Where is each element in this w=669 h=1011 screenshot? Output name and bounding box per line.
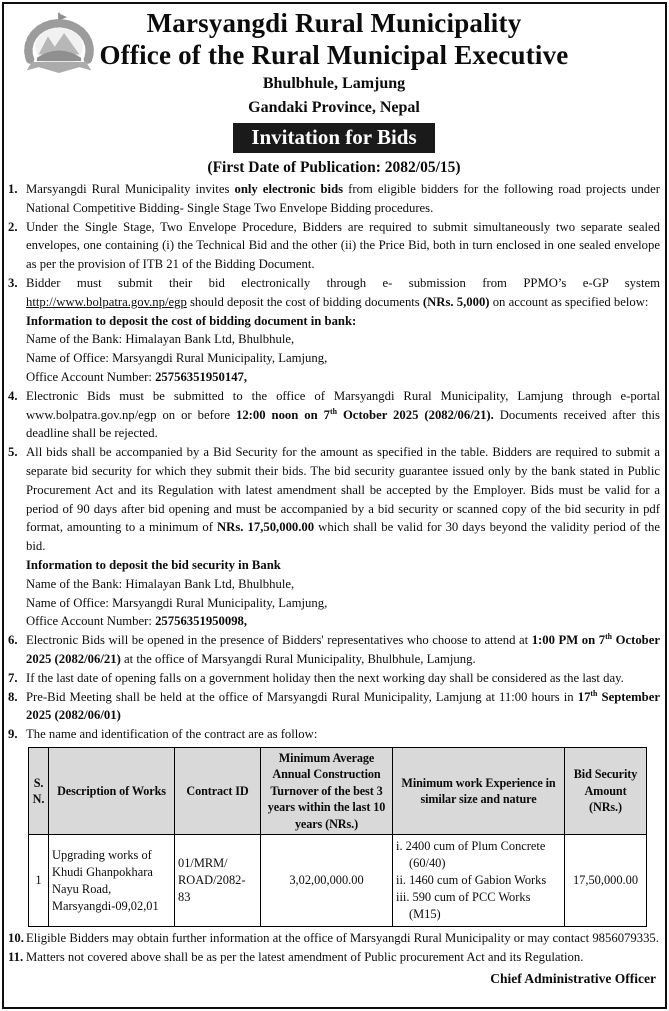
col-header-description: Description of Works (49, 747, 175, 835)
bid-item-6 (8, 631, 660, 669)
text-segment: Electronic Bids must be submitted to the office of Marsyangdi Rural Municipality, Lamjung through e-portal www.bolpatra.gov.np/egp on or before (26, 388, 660, 422)
bank-info-block (26, 556, 660, 631)
cell-line: ROAD/2082-83 (178, 873, 246, 905)
cell-contract-id (175, 835, 261, 927)
item-text (26, 669, 660, 688)
text-segment: Eligible Bidders may obtain further information at the office of Marsyangdi Rural Municipality or may contact 9856079335. (26, 931, 659, 946)
text-segment: Bidder must submit their bid electronically through e- submission from PPMO’s e-GP system (26, 275, 660, 290)
text-segment: October 2025 (2082/06/21) (26, 633, 660, 666)
bid-item-4 (8, 387, 660, 443)
text-segment: The name and identification of the contract are as follow: (26, 727, 318, 742)
item-text (26, 688, 660, 726)
invitation-banner: Invitation for Bids (233, 123, 434, 153)
cell-line: i. 2400 cum of Plum Concrete (60/40) (396, 839, 546, 871)
item-text (26, 387, 660, 443)
bank-info-line (26, 612, 660, 631)
cell-description: Upgrading works of Khudi Ghanpokhara Nayu Road, Marsyangdi-09,02,01 (49, 835, 175, 927)
signatory: Chief Administrative Officer (490, 971, 656, 986)
conditions-list (8, 180, 660, 967)
text-segment: on account as specified below: (489, 294, 649, 309)
bank-info-line (26, 575, 660, 594)
col-header-sn: S. N. (29, 747, 49, 835)
text-segment: th (329, 406, 337, 416)
table-row (29, 835, 647, 927)
text-segment: 25756351950147, (155, 369, 248, 384)
text-segment: th (590, 688, 598, 698)
contracts-table (28, 747, 647, 928)
bid-item-11 (8, 948, 660, 967)
bid-item-7 (8, 669, 660, 688)
bank-info-line (26, 594, 660, 613)
bank-info-line (26, 330, 660, 349)
bid-item-2 (8, 218, 660, 274)
bid-item-1 (8, 180, 660, 218)
cell-bid-security: 17,50,000.00 (565, 835, 647, 927)
item-number: 11. (8, 950, 24, 965)
bid-item-10 (8, 929, 660, 948)
text-segment: which shall be valid for 30 days beyond the validity period of the bid. (26, 520, 660, 554)
text-segment: at the office of Marsyangdi Rural Municipality, Bhulbhule, Lamjung. (120, 651, 476, 666)
text-segment: 17 (577, 689, 591, 704)
item-number: 3. (8, 275, 18, 290)
nepal-emblem-icon (16, 11, 102, 79)
cell-line: ii. 1460 cum of Gabion Works (396, 873, 547, 888)
item-number: 1. (8, 182, 18, 196)
text-segment: Pre-Bid Meeting shall be held at the office of Marsyangdi Rural Municipality, Lamjung at 11:00 hours in (26, 689, 578, 704)
text-segment: 1:00 PM on 7 (531, 633, 606, 648)
item-text (26, 948, 660, 967)
document-page (2, 2, 667, 1009)
text-segment: Under the Single Stage, Two Envelope Procedure, Bidders are required to submit simultaneously two separate sealed envelopes, one containing (i) the Technical Bid and the other (ii) the Price Bid, both in turn enclosed in one sealed envelope as per the provision of ITB 21 of the Bidding Document. (26, 219, 660, 272)
bank-info-line (26, 349, 660, 368)
bid-item-8 (8, 688, 660, 726)
document-header (8, 7, 660, 179)
text-segment: should deposit the cost of bidding documents (186, 294, 423, 309)
text-segment: Name of Office: Marsyangdi Rural Municipality, Lamjung, (26, 351, 328, 366)
item-text (26, 218, 660, 274)
item-text (26, 443, 660, 556)
text-segment: Office Account Number: (26, 614, 156, 629)
text-segment: only electronic bids (234, 182, 344, 196)
bank-info-line (26, 556, 660, 575)
bid-item-5 (8, 443, 660, 631)
publication-date-line: (First Date of Publication: 2082/05/15) (207, 159, 461, 176)
text-segment: from eligible bidders for the following road projects under National Competitive Bidding- Single Stage Two Envelope Bidding procedures. (26, 182, 660, 215)
cell-line: 01/MRM/ (178, 856, 228, 871)
item-text (26, 631, 660, 669)
text-segment: NRs. 17,50,000.00 (217, 520, 315, 535)
item-number: 10. (8, 931, 24, 946)
cell-sn: 1 (29, 835, 49, 927)
text-segment: Information to deposit the bid security in Bank (26, 557, 281, 572)
item-text (26, 725, 660, 744)
item-text (26, 274, 660, 312)
item-number: 4. (8, 388, 18, 403)
bid-item-3 (8, 274, 660, 387)
item-number: 5. (8, 445, 18, 460)
text-segment: Matters not covered above shall be as per the latest amendment of Public procurement Act and its Regulation. (26, 950, 584, 965)
item-number: 2. (8, 219, 18, 234)
item-number: 7. (8, 670, 18, 685)
text-segment: September 2025 (2082/06/01) (26, 689, 660, 723)
text-segment: Name of Office: Marsyangdi Rural Municipality, Lamjung, (26, 595, 328, 610)
text-segment: October 2025 (2082/06/21). (336, 407, 494, 422)
text-segment: th (605, 631, 613, 641)
hyperlink-text: http://www.bolpatra.gov.np/egp (26, 294, 187, 309)
item-number: 8. (8, 689, 18, 704)
province-line: Gandaki Province, Nepal (248, 99, 420, 116)
text-segment: Marsyangdi Rural Municipality invites (26, 182, 235, 196)
table-header-row (29, 747, 647, 835)
office-title: Office of the Rural Municipal Executive (99, 40, 569, 70)
text-segment: All bids shall be accompanied by a Bid Security for the amount as specified in the table. Bidders are required to submit a separate bid security for which they submit their bids. The bid security guarantee issued only by the bank stated in Public Procurement Act and its Regulation with latest amendment shall be accepted by the Employer. Bids must be valid for a period of 90 days after bid opening and must be accompanied by a bid security or scanned copy of the bid security in pdf format, amounting to a minimum of (26, 445, 660, 535)
text-segment: Electronic Bids will be opened in the presence of Bidders' representatives who choose to attend at (26, 633, 532, 648)
text-segment: Documents received after this deadline shall be rejected. (26, 407, 660, 441)
text-segment: Information to deposit the cost of bidding document in bank: (26, 313, 357, 328)
text-segment: (NRs. 5,000) (422, 294, 490, 309)
text-segment: 12:00 noon on 7 (235, 407, 330, 422)
text-segment: 25756351950098, (155, 614, 248, 629)
col-header-bid-security: Bid Security Amount (NRs.) (565, 747, 647, 835)
location-line: Bhulbhule, Lamjung (262, 75, 406, 92)
col-header-turnover: Minimum Average Annual Construction Turnover of the best 3 years within the last 10 years (NRs.) (261, 747, 393, 835)
municipality-title: Marsyangdi Rural Municipality (146, 8, 522, 38)
bank-info-line (26, 312, 660, 331)
item-number: 6. (8, 633, 18, 648)
text-segment: Office Account Number: (26, 369, 156, 384)
item-text (26, 180, 660, 218)
item-text (26, 929, 660, 948)
cell-turnover: 3,02,00,000.00 (261, 835, 393, 927)
bid-item-9 (8, 725, 660, 744)
cell-experience (393, 835, 565, 927)
bank-info-block (26, 312, 660, 387)
text-segment: If the last date of opening falls on a government holiday then the next working day shall be considered as the last day. (26, 670, 624, 685)
col-header-experience: Minimum work Experience in similar size and nature (393, 747, 565, 835)
text-segment: Name of the Bank: Himalayan Bank Ltd, Bhulbhule, (26, 576, 295, 591)
text-segment: Name of the Bank: Himalayan Bank Ltd, Bhulbhule, (26, 332, 295, 347)
bank-info-line (26, 368, 660, 387)
item-number: 9. (8, 727, 18, 742)
col-header-contract-id: Contract ID (175, 747, 261, 835)
cell-line: iii. 590 cum of PCC Works (M15) (396, 890, 531, 922)
